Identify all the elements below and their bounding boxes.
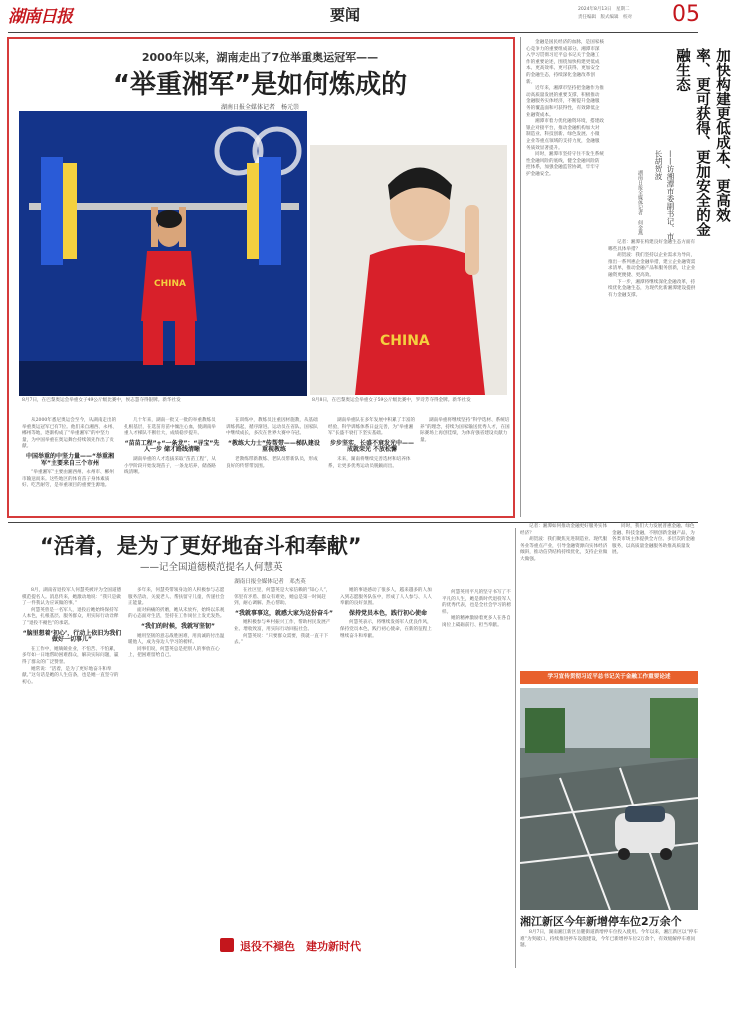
date-line: 2024年8月13日 星期二 — [578, 7, 630, 12]
veteran-logo-text: 退役不褪色 建功新时代 — [240, 940, 361, 953]
svg-text:CHINA: CHINA — [154, 279, 186, 289]
right-lower-body-2: 同时，我们大力发展普惠金融、绿色金融、科技金融，不断创新金融产品，为各类市场主体提供全方位、多层次的金融服务，以高质量金融服务助推高质量发展。 — [612, 524, 695, 556]
lower-column-3: 在社区里，何慧英是大家信赖的“知心人”，邻里有矛盾、群众有难处，她总是第一时间赶到，耐心调解、热心帮助。 “我就事事这，就感大家为这份奋斗” 她积极参与乡村振兴工作，帮助村民发展产业、增收致富，用实际行动回报社会。 何慧英说：“只要群众需要，我就一直干下去。” — [234, 588, 333, 646]
feature-subhead-1: 中国举重的中坚力量——“举重湘军”主要来自三个市州 — [26, 452, 114, 467]
photo-weightlifter — [19, 111, 307, 396]
svg-text:CHINA: CHINA — [380, 333, 430, 349]
right-column-divider — [520, 37, 521, 517]
lower-subhead-1: “脑里想着‘初心’，行动上依旧为我们做好一切事儿” — [22, 629, 122, 644]
feature-column-2: 几十年来，湖南一批又一批的举重教练员扎根基层，在选苗育苗中倾注心血，使湖南举重人才梯队不断壮大，成绩稳步提升。 “苗苗工程”+“一条龙”：“寻宝”先人一步 储才路线清晰 湖南举重的人才选拔采取“苗苗工程”，从小学阶段开始发现苗子，一条龙培养，储备路线清晰。 — [124, 418, 220, 476]
lower-subhead-4: 保持党员本色，践行初心使命 — [348, 609, 427, 617]
section-divider — [8, 522, 698, 523]
right-column-byline: 湖南日报全媒体记者 何金燕 — [637, 170, 643, 235]
lower-column-1: 8月，湖南省退役军人何慧英被评为全国道德模范提名人。消息传来，她激动地说：“我只是做了一件我认为应该做的事。” 何慧英曾是一名军人，退役后她始终保持军人本色，扎根基层、服务群众，用实际行动诠释了“退役不褪色”的承诺。 “脑里想着‘初心’，行动上依旧为我们做好一切事儿” 在工作中，她兢兢业业，不怕苦、不怕累，多年如一日地帮助困难群众，解决实际问题，赢得了群众的广泛赞誉。 她常说：“活着，是为了更好地奋斗和奉献。”这句话是她的人生信条，也是她一直坚守的初心。 — [22, 588, 122, 685]
feature-column-4: 湖南举重队在多年发展中积累了丰富的经验，科学训练体系日益完善，为“举重湘军”长盛不衰打下坚实基础。 步步坚实，长盛不衰发光中——成就荣光 不放松懈 未来，湖南将继续完善选材和培养体系，让更多优秀运动员脱颖而出。 — [328, 418, 416, 469]
lower-subhead-2: “我们的时候，我就写坚韧” — [141, 622, 215, 630]
right-column-subtitle: ——访湘潭市委副书记、市长胡贺波 — [654, 150, 675, 240]
right-column-body-1: 金融是国民经济的血脉，是国家核心竞争力的重要组成部分。湘潭市深入学习贯彻习近平总书记关于金融工作的重要论述，围绕加快构建更低成本、更高效率、更可获得、更加安全的金融生态，持续深化金融改革创新。 近年来，湘潭市坚持把金融作为推动高质量发展的重要支撑，积极推动金融服务实体经济，不断提升金融服务的覆盖面和可获得性，有效降低企业融资成本。 湘潭市着力优化融资环境，搭建政银企对接平台，推动金融机构加大对制造业、科技创新、绿色发展、小微企业等重点领域的支持力度，金融服务质效显著提升。 同时，湘潭市坚持守住不发生系统性金融风险的底线，健全金融风险防控体系，加强金融监管协调，牢牢守护金融安全。 — [526, 40, 604, 177]
photo-parking — [520, 688, 698, 910]
right-column-body-2: 记者：湘潭在构建良好金融生态方面有哪些具体举措？ 胡贺波：我们坚持以企业需求为导向，推出一系列惠企金融举措，建立企业融资需求清单，推动金融产品和服务创新，让企业融资更便捷、更高效。 下一步，湘潭将继续深化金融改革，持续优化金融生态，为现代化新湘潭建设提供有力金融支撑。 — [608, 240, 696, 298]
photo-right-caption: 8月8日，在巴黎奥运会举重女子59公斤级比赛中，罗诗芳夺得金牌。新华社发 — [312, 398, 471, 403]
masthead-rule — [8, 32, 698, 33]
athlete-illustration — [310, 145, 507, 395]
photo-story-body — [520, 930, 698, 986]
photo-story-body-text: 8月7日，湖南湘江新区岳麓街道新增停车位投入使用。今年以来，湘江新区以“停车难”为突破口，持续推进停车设施建设，今年已新增停车位2万余个，有效缓解停车难问题。 — [520, 930, 698, 949]
feature-column-1: 从2000年悉尼奥运会至今，从湖南走出的举重奥运冠军已有7位。他们来自湘西、永州、郴州等地，逐渐构成了“举重湘军”的中坚力量，为中国举重在奥运舞台持续领先作出了贡献。 中国举重的中坚力量——“举重湘军”主要来自三个市州 “举重湘军”主要由湘西州、永州市、郴州市输送而来。这些地区的体育苗子身体素质好、吃苦耐劳，是举重项目的重要生源地。 — [22, 418, 117, 489]
newspaper-logo: 湖南日报 — [8, 7, 72, 27]
page-number: 05 — [672, 2, 700, 27]
veteran-emblem-icon — [220, 938, 234, 952]
lower-column-2: 多年来，何慧英带领身边的人积极参与志愿服务活动，关爱老人、帮扶留守儿童，传递社会正能量。 面对病痛的折磨，她从未放弃，始终以乐观的心态面对生活，坚持在工作岗位上发光发热。 “我们的时候，我就写坚韧” 她用坚韧的意志战胜困难，用真诚的付出温暖他人，成为身边人学习的榜样。 同事们说，何慧英总是把别人的事放在心上，把困难留给自己。 — [128, 588, 228, 918]
lower-byline: 湖南日报全媒体记者 邓杰英 — [234, 579, 306, 585]
lower-right-divider — [515, 528, 516, 968]
photo-athlete — [310, 145, 507, 395]
parking-illustration — [520, 688, 698, 910]
feature-byline: 湖南日报全媒体记者 杨元崇 — [220, 104, 299, 111]
feature-column-5: 湖南举重将继续坚持“科学选材、系统培养”的理念，持续为国家输送优秀人才，在国际赛场上再创佳绩，为体育强省建设贡献力量。 — [420, 418, 510, 443]
editor-line: 责任编辑 版式编辑 校对 — [578, 15, 632, 20]
veteran-logo — [220, 936, 460, 956]
feature-subhead-4: 步步坚实，长盛不衰发光中——成就荣光 不放松懈 — [329, 439, 414, 454]
feature-kicker: 2000年以来，湖南走出了7位举重奥运冠军—— — [141, 51, 379, 64]
feature-subhead-2: “苗苗工程”+“一条龙”：“寻宝”先人一步 储才路线清晰 — [124, 439, 220, 454]
lower-subtitle: ——记全国道德模范提名人何慧英 — [140, 562, 283, 573]
feature-subhead-3: “教练大力士”传帮带——梯队建设 重视教练 — [228, 439, 320, 454]
study-banner-text: 学习宣传贯彻习近平总书记关于金融工作重要论述 — [547, 674, 671, 680]
weightlifter-illustration — [19, 111, 307, 396]
section-title: 要闻 — [330, 6, 361, 24]
photo-story-headline: 湘江新区今年新增停车位2万余个 — [520, 915, 682, 928]
photo-left-caption: 8月7日，在巴黎奥运会举重女子49公斤级比赛中，侯志慧夺得银牌。新华社发 — [22, 398, 181, 403]
feature-column-3: 在训练中，教练员注重因材施教，从基础训练抓起，循序渐进。运动员在省队、国家队中继续成长，多次在世界大赛中夺冠。 “教练大力士”传帮带——梯队建设 重视教练 老教练带新教练、老队员带新队员，形成良好的传帮带氛围。 — [226, 418, 322, 514]
study-banner — [520, 671, 698, 684]
lower-column-4: 她的事迹感动了很多人，越来越多的人加入到志愿服务队伍中，形成了人人参与、人人奉献的良好氛围。 保持党员本色，践行初心使命 何慧英表示，将继续发扬军人优良作风，保持党员本色，践行初心使命，在新的征程上继续奋斗和奉献。 — [340, 588, 436, 918]
right-lower-body-1: 记者：湘潭如何推动金融更好服务实体经济？ 胡贺波：我们聚焦先进制造业、现代服务业等重点产业，引导金融资源向实体经济倾斜，推动信贷结构持续优化，支持企业做大做强。 — [520, 524, 608, 562]
lower-headline: “活着，是为了更好地奋斗和奉献” — [40, 534, 362, 558]
lower-subhead-3: “我就事事这，就感大家为这份奋斗” — [235, 609, 333, 617]
feature-headline: “举重湘军”是如何炼成的 — [112, 70, 408, 100]
right-column-headline: 加快构建更低成本、更高效率、更可获得、更加安全的金融生态 — [674, 48, 730, 237]
lower-column-5: 何慧英用平凡的坚守书写了不平凡的人生，她是新时代退役军人的优秀代表，也是全社会学习的榜样。 她的精神激励着更多人在各自岗位上砥砺前行、担当奉献。 — [442, 590, 511, 628]
